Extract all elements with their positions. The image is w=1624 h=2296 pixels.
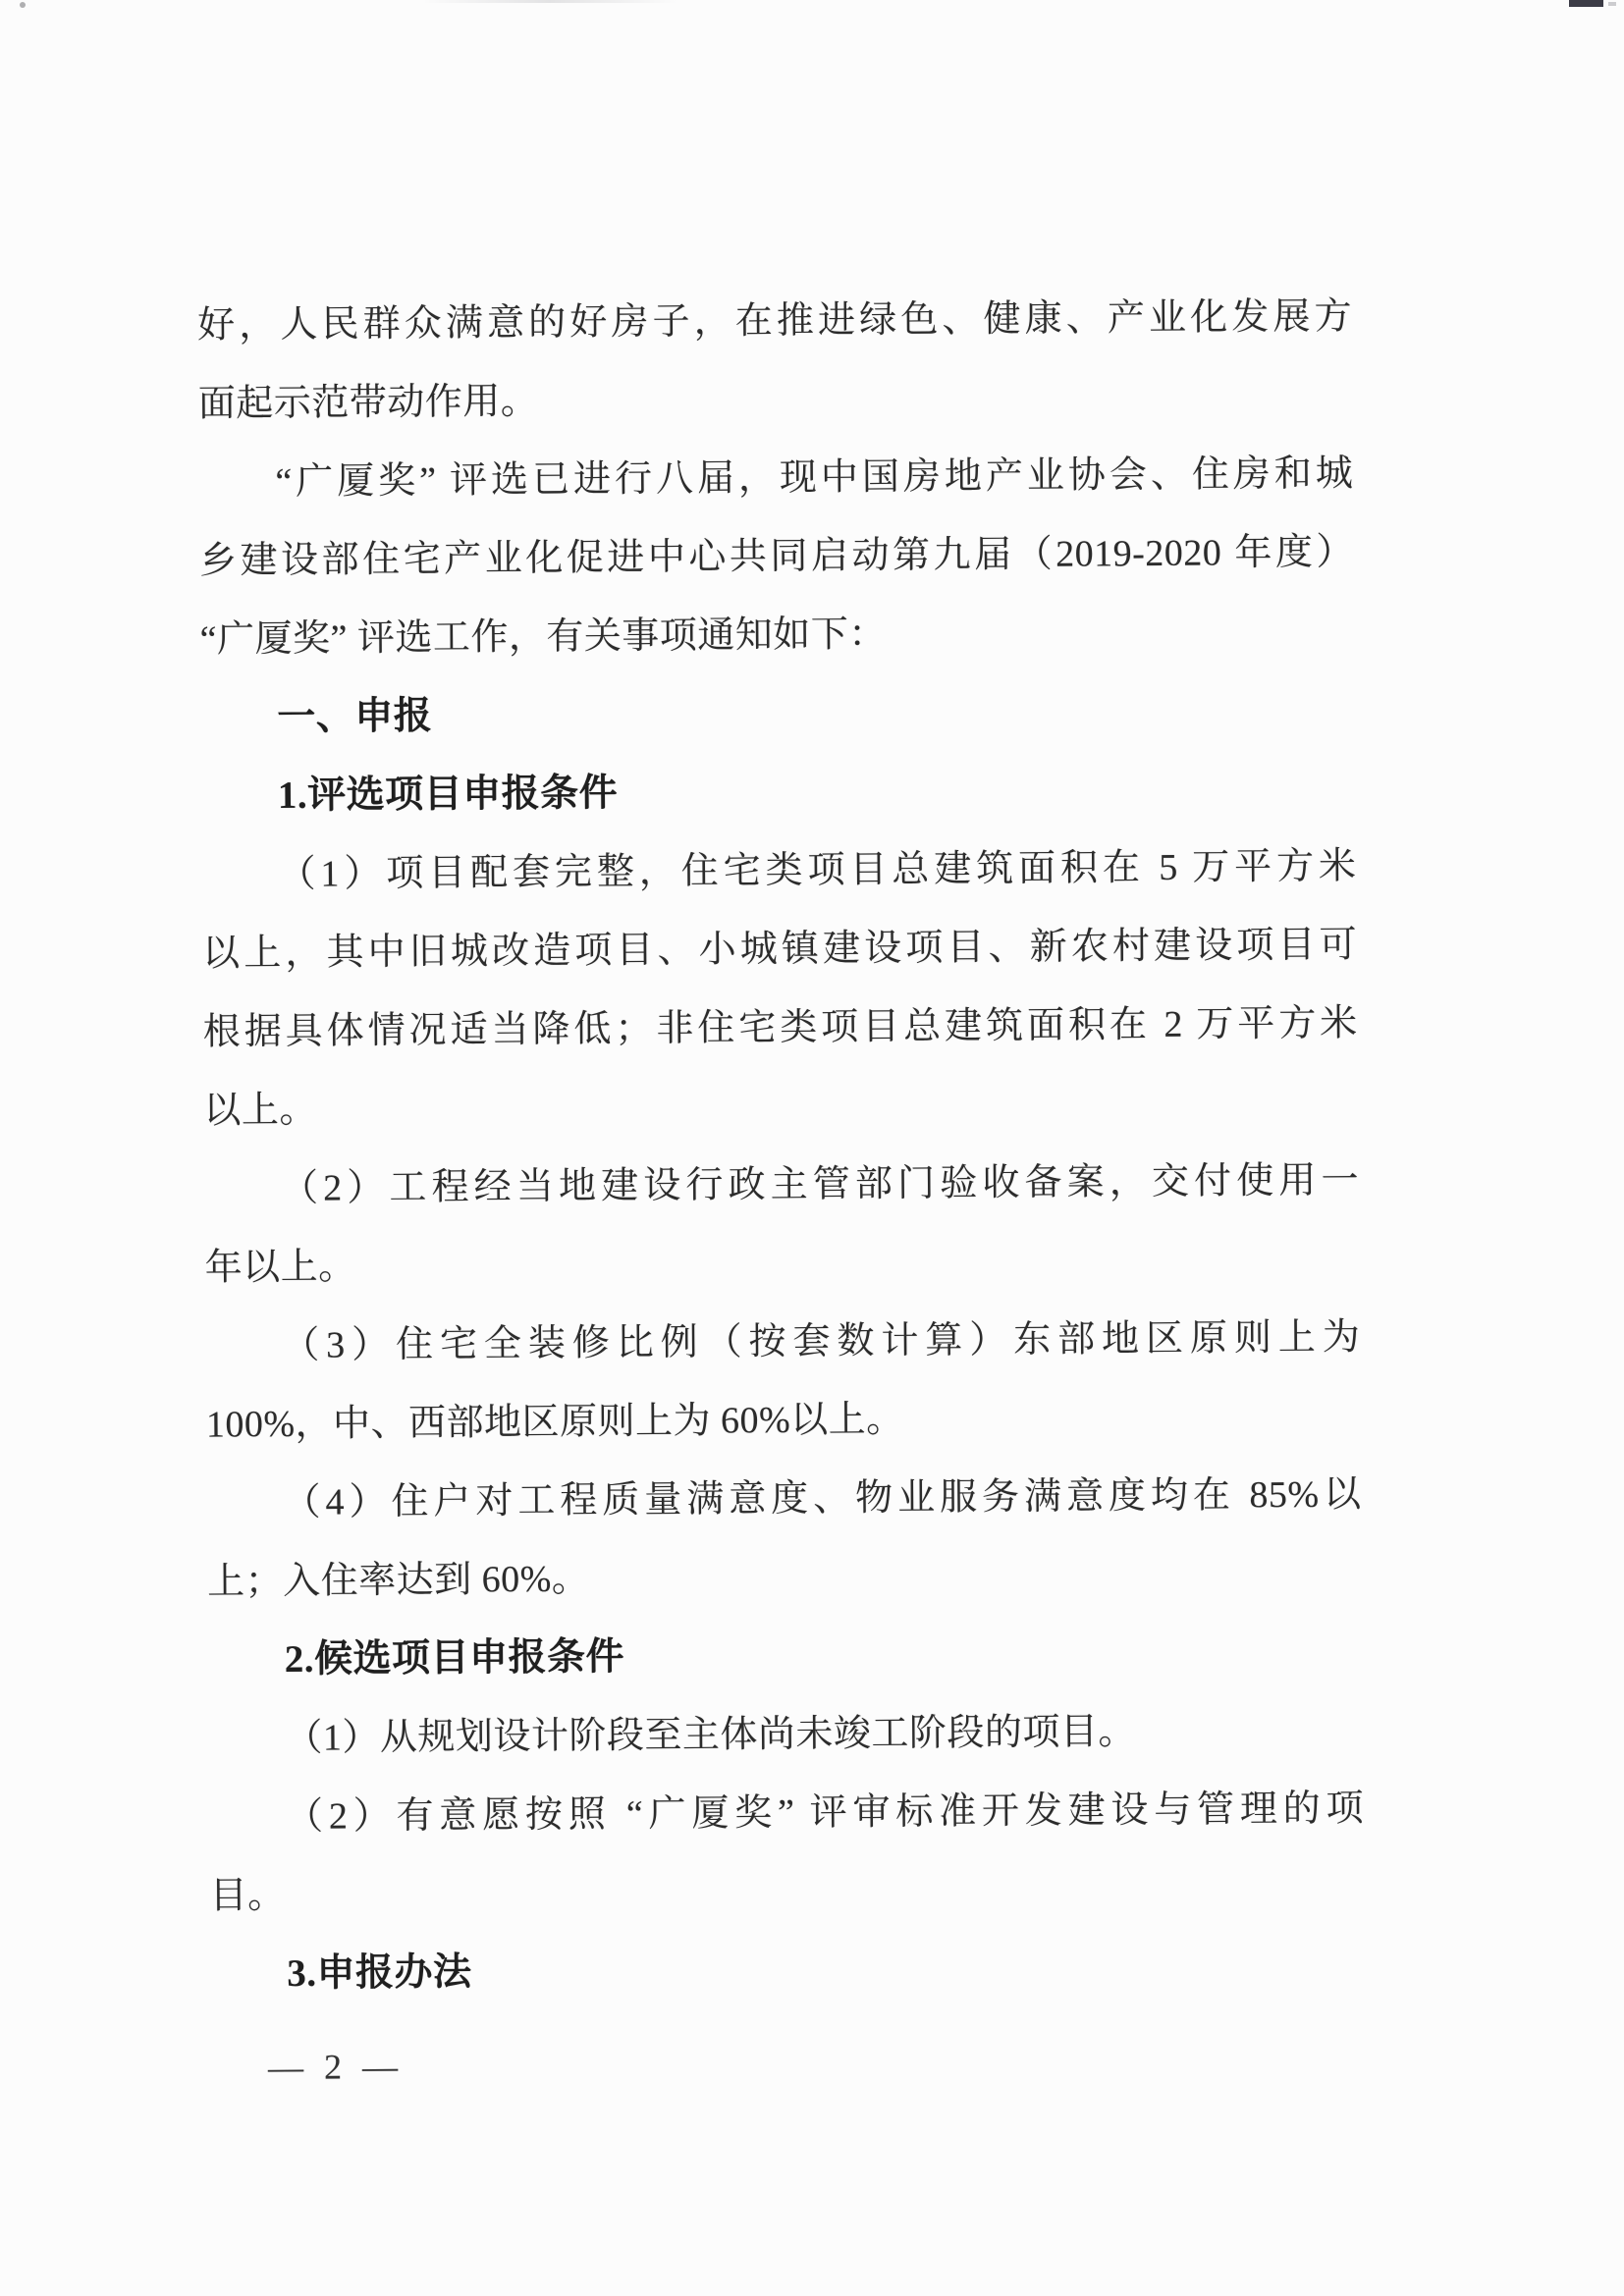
text-line: 根据具体情况适当降低；非住宅类项目总建筑面积在 2 万平方米 — [202, 1002, 1358, 1053]
text-line: 目。 — [209, 1874, 286, 1917]
text-line: “广厦奖” 评选工作，有关事项通知如下： — [199, 614, 887, 661]
scan-artifact-bar — [1569, 0, 1603, 7]
text-line: “广厦奖” 评选已进行八届，现中国房地产业协会、住房和城 — [275, 453, 1354, 504]
text-line: （3）住宅全装修比例（按套数计算）东部地区原则上为 — [282, 1316, 1361, 1366]
scan-artifact-speck — [1608, 2, 1616, 6]
document-body — [197, 277, 1366, 2092]
text-line: 以上。 — [203, 1089, 318, 1132]
text-line: 面起示范带动作用。 — [197, 380, 539, 425]
text-line: （2）有意愿按照 “广厦奖” 评审标准开发建设与管理的项 — [285, 1788, 1365, 1838]
section-heading: 一、申报 — [277, 694, 433, 739]
text-line: 上；入住率达到 60%。 — [206, 1558, 590, 1603]
text-line: （2）工程经当地建设行政主管部门验收备案，交付使用一 — [280, 1159, 1360, 1210]
section-heading: 1.评选项目申报条件 — [277, 772, 619, 818]
section-heading: 2.候选项目申报条件 — [284, 1635, 625, 1681]
text-line: （1）从规划设计阶段至主体尚未竣工阶段的项目。 — [285, 1711, 1137, 1759]
scan-smudge — [422, 0, 677, 3]
text-line: 100%，中、西部地区原则上为 60%以上。 — [205, 1399, 904, 1446]
scan-artifact-speck — [20, 2, 26, 8]
text-line: （1）项目配套完整，住宅类项目总建筑面积在 5 万平方米 — [278, 845, 1357, 896]
text-line: 好，人民群众满意的好房子，在推进绿色、健康、产业化发展方 — [196, 295, 1353, 347]
page-number: — 2 — — [267, 2047, 405, 2088]
text-line: （4）住户对工程质量满意度、物业服务满意度均在 85%以 — [283, 1473, 1362, 1523]
text-line: 乡建设部住宅产业化促进中心共同启动第九届（2019-2020 年度） — [198, 531, 1355, 582]
text-line: 年以上。 — [204, 1246, 356, 1289]
text-line: 以上，其中旧城改造项目、小城镇建设项目、新农村建设项目可 — [201, 924, 1358, 975]
section-heading: 3.申报办法 — [287, 1950, 472, 1995]
